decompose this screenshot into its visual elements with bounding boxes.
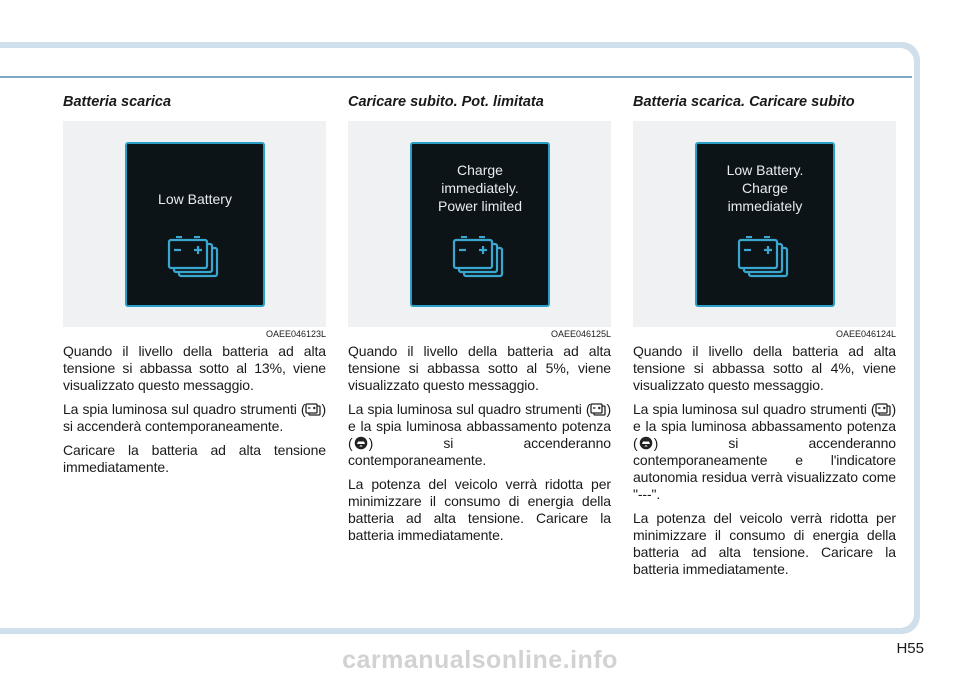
cluster-screen — [410, 142, 550, 307]
paragraph: La spia luminosa sul quadro strumenti ( ) si accenderà contemporaneamente. — [63, 401, 326, 434]
cluster-screen — [695, 142, 835, 307]
screen-message: Charge immediately. Power limited — [437, 162, 523, 214]
paragraph: La spia luminosa sul quadro strumenti ( ) e la spia luminosa abbassamento potenza ( ) si accenderanno contemporaneamente e l'indicatore autonomia residua verrà visualizzato come "---". — [633, 401, 896, 502]
battery-warning-inline-icon — [875, 402, 891, 416]
watermark: carmanualsonline.info — [342, 646, 618, 674]
section-low-battery-charge — [633, 94, 896, 585]
section-body — [633, 343, 896, 578]
power-down-inline-icon — [638, 436, 654, 450]
battery-warning-inline-icon — [590, 402, 606, 416]
section-low-battery — [63, 94, 326, 483]
battery-warning-inline-icon — [305, 402, 321, 416]
section-title: Batteria scarica — [63, 94, 172, 110]
battery-warning-icon — [737, 236, 793, 282]
figure-code: OAEE046124L — [835, 329, 896, 339]
paragraph: La potenza del veicolo verrà ridotta per minimizzare il consumo di energia della batteria ad alta tensione. Caricare la batteria immediatamente. — [348, 476, 611, 543]
paragraph: Quando il livello della batteria ad alta tensione si abbassa sotto al 4%, viene visualizzato questo messaggio. — [633, 343, 896, 393]
paragraph: Caricare la batteria ad alta tensione immediatamente. — [63, 442, 326, 475]
section-body — [63, 343, 326, 476]
cluster-screen — [125, 142, 265, 307]
figure-code: OAEE046123L — [265, 329, 326, 339]
figure-code: OAEE046125L — [550, 329, 611, 339]
battery-warning-icon — [167, 236, 223, 282]
cluster-figure — [63, 121, 326, 327]
power-down-inline-icon — [353, 436, 369, 450]
battery-warning-icon — [452, 236, 508, 282]
section-body — [348, 343, 611, 544]
section-title: Caricare subito. Pot. limitata — [348, 94, 544, 110]
screen-message: Low Battery — [158, 191, 232, 207]
paragraph: Quando il livello della batteria ad alta tensione si abbassa sotto al 5%, viene visualizzato questo messaggio. — [348, 343, 611, 393]
paragraph: La potenza del veicolo verrà ridotta per minimizzare il consumo di energia della batteria ad alta tensione. Caricare la batteria immediatamente. — [633, 510, 896, 577]
screen-message: Low Battery. Charge immediately — [726, 162, 804, 214]
header-rule — [0, 76, 912, 78]
cluster-figure — [348, 121, 611, 327]
section-title: Batteria scarica. Caricare subito — [633, 94, 855, 110]
paragraph: La spia luminosa sul quadro strumenti ( ) e la spia luminosa abbassamento potenza ( ) si accenderanno contemporaneamente. — [348, 401, 611, 468]
cluster-figure — [633, 121, 896, 327]
paragraph: Quando il livello della batteria ad alta tensione si abbassa sotto al 13%, viene visualizzato questo messaggio. — [63, 343, 326, 393]
section-charge-power-limited — [348, 94, 611, 551]
page-number: H55 — [896, 640, 924, 657]
